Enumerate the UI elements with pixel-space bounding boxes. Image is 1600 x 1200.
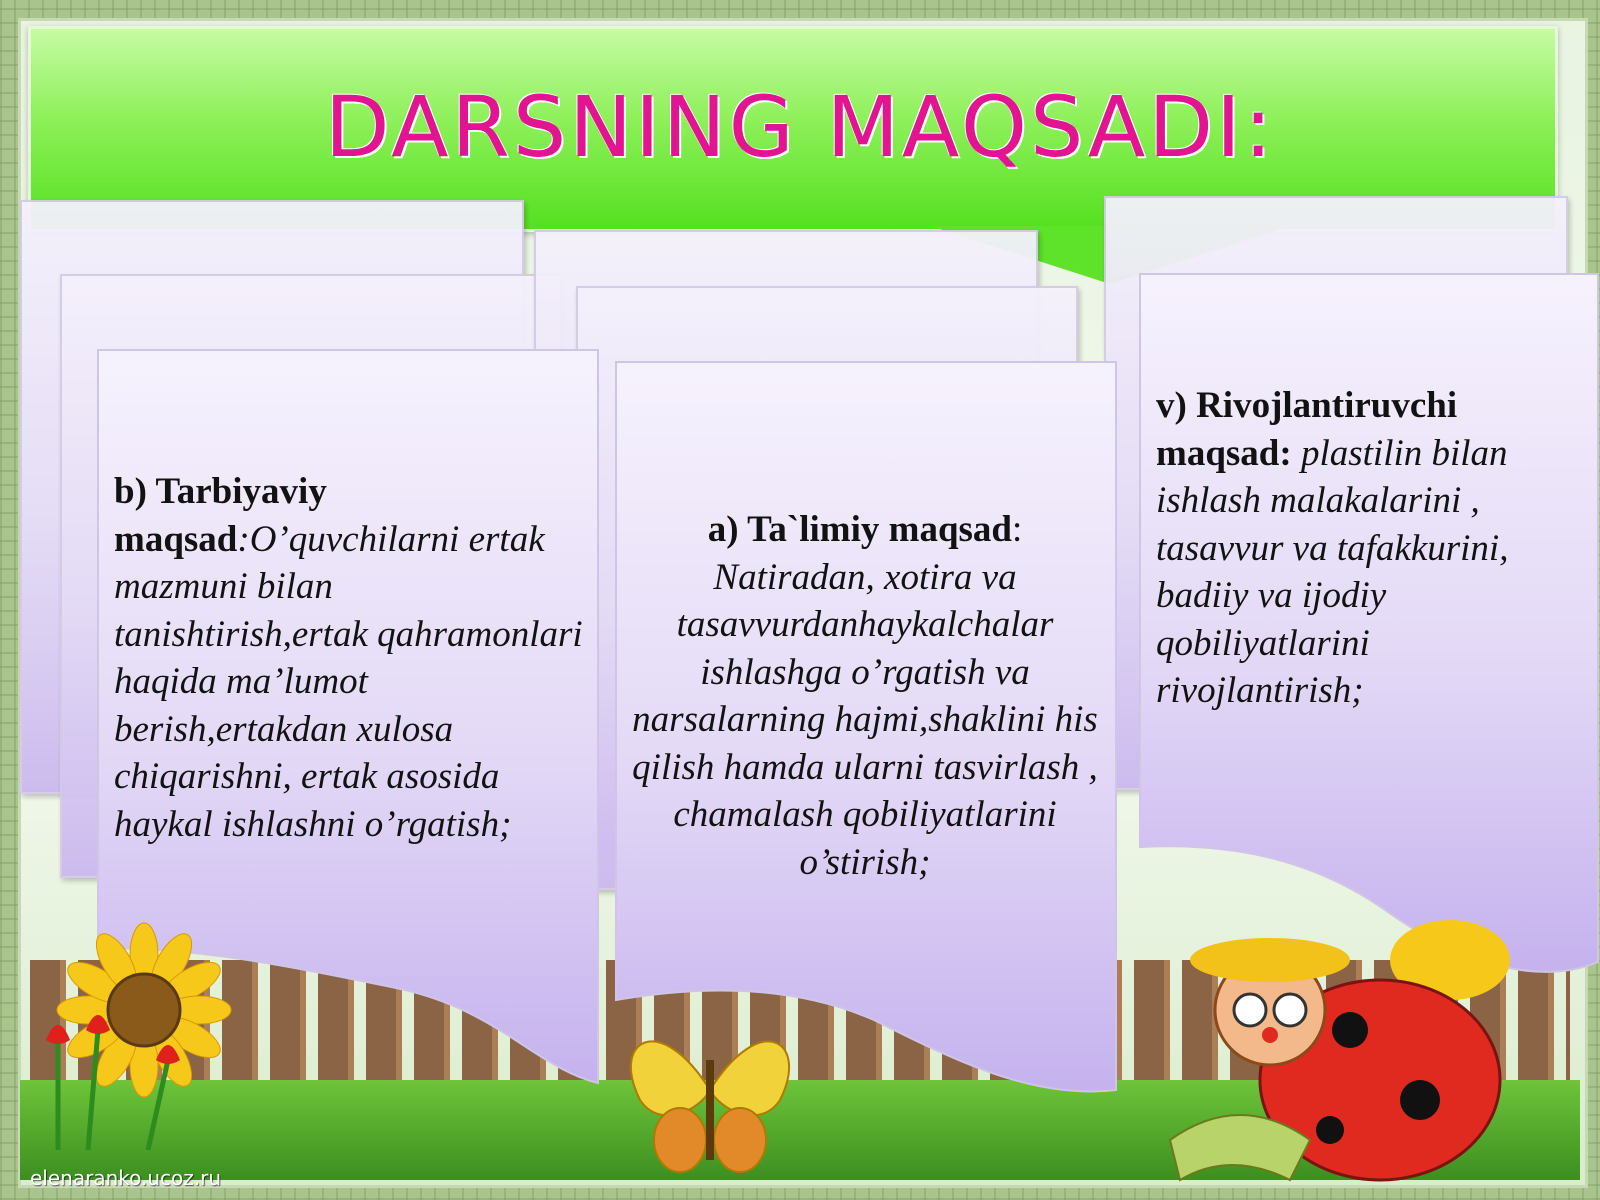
butterfly-icon bbox=[600, 1000, 820, 1180]
card-center-heading: a) Ta`limiy maqsad bbox=[707, 509, 1012, 550]
card-right-text bbox=[1156, 382, 1576, 715]
card-left-body: :O’quvchilarni ertak mazmuni bilan tanishtirish,ertak qahramonlari haqida ma’lumot berish,ertakdan xulosa chiqarishni, ertak asosida haykal ishlashni o’rgatish; bbox=[114, 518, 583, 845]
ladybug-icon bbox=[1150, 900, 1550, 1190]
card-left-heading-2: maqsad bbox=[114, 518, 238, 560]
tulip-icon bbox=[18, 1000, 218, 1160]
watermark: elenaranko.ucoz.ru bbox=[30, 1166, 222, 1190]
card-center-body: Natiradan, xotira va tasavvurdanhaykalchalar ishlashga o’rgatish va narsalarning hajmi,shaklini his qilish hamda ularni tasvirlash , chamalash qobiliyatlarini o’stirish; bbox=[632, 556, 1098, 883]
card-right-body: plastilin bilan ishlash malakalarini , tasavvur va tafakkurini, badiiy va ijodiy qobiliyatlarini rivojlantirish; bbox=[1156, 432, 1509, 711]
page-title: DARSNING MAQSADI: bbox=[324, 78, 1276, 176]
card-center-text bbox=[628, 506, 1102, 886]
card-center-colon: : bbox=[1012, 509, 1023, 550]
card-left-heading-1: b) Tarbiyaviy bbox=[114, 471, 327, 512]
card-right-heading: v) Rivojlantiruvchi maqsad: bbox=[1156, 385, 1458, 474]
card-left-text bbox=[114, 468, 594, 848]
